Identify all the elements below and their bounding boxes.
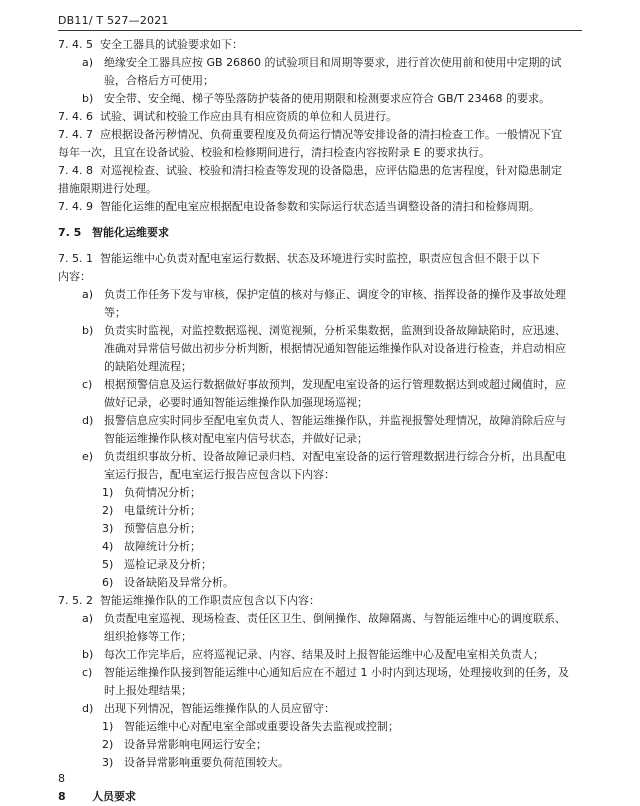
list-item-c: [58, 664, 582, 682]
sub-list-marker: 2): [102, 738, 114, 751]
list-text: 绝缘安全工器具应按 GB 26860 的试验项目和周期等要求，进行首次使用前和使用中定期的试: [104, 56, 562, 69]
list-text: 智能运维操作队接到智能运维中心通知后应在不超过 1 小时内到达现场，处理接收到的任务，及: [104, 666, 569, 679]
clause-text: 智能运维操作队的工作职责应包含以下内容：: [100, 594, 320, 607]
list-text: 负责配电室巡视、现场检查、责任区卫生、倒闸操作、故障隔离、与智能运维中心的调度联系、: [104, 612, 566, 625]
sub-list-text: 故障统计分析；: [124, 540, 201, 553]
list-text: 负责组织事故分析、设备故障记录归档、对配电室设备的运行管理数据进行综合分析，出具配电: [104, 450, 566, 463]
list-item-a: [58, 610, 582, 628]
sub-list-marker: 2): [102, 504, 114, 517]
list-text: 负责实时监视，对监控数据巡视、浏览视频，分析采集数据，监测到设备故障缺陷时，应迅速、: [104, 324, 566, 337]
list-item-continuation: 准确对异常信号做出初步分析判断，根据情况通知智能运维操作队对设备进行检查，并启动相应: [104, 342, 566, 355]
page-number: 8: [58, 772, 65, 785]
sub-list-item-2: [58, 502, 582, 520]
list-marker: b): [82, 648, 94, 661]
list-item-c: [58, 376, 582, 394]
list-item-a: [58, 54, 582, 72]
list-item-b: [58, 90, 582, 108]
spacer: [58, 242, 582, 250]
list-item-b: [58, 646, 582, 664]
sub-list-marker: 5): [102, 558, 114, 571]
list-marker: e): [82, 450, 94, 463]
list-marker: a): [82, 56, 94, 69]
sub-list-item-4: [58, 538, 582, 556]
sub-list-item-6: [58, 574, 582, 592]
clause-number: 7. 4. 8: [58, 164, 93, 177]
sub-list-marker: 3): [102, 522, 114, 535]
sub-list-text: 设备异常影响电网运行安全；: [124, 738, 267, 751]
sub-list-item-2: [58, 736, 582, 754]
clause-number: 7. 5. 2: [58, 594, 93, 607]
sub-list-text: 巡检记录及分析；: [124, 558, 212, 571]
list-marker: c): [82, 666, 93, 679]
sub-list-marker: 1): [102, 486, 114, 499]
clause-continuation: 内容：: [58, 270, 91, 283]
list-marker: d): [82, 414, 94, 427]
list-text: 负责工作任务下发与审核，保护定值的核对与修正、调度令的审核、指挥设备的操作及事故处理: [104, 288, 566, 301]
list-text: 根据预警信息及运行数据做好事故预判，发现配电室设备的运行管理数据达到或超过阈值时，应: [104, 378, 566, 391]
list-text: 出现下列情况，智能运维操作队的人员应留守：: [104, 702, 335, 715]
clause-7-4-7: [58, 126, 582, 144]
spacer: [58, 216, 582, 224]
sub-list-item-3: [58, 520, 582, 538]
list-marker: d): [82, 702, 94, 715]
list-item-d: [58, 412, 582, 430]
header-rule: [58, 30, 582, 31]
clause-continuation: 每年一次，且宜在设备试验、校验和检修期间进行，清扫检查内容按附录 E 的要求执行。: [58, 146, 490, 159]
clause-continuation: 措施限期进行处理。: [58, 182, 157, 195]
sub-list-marker: 6): [102, 576, 114, 589]
list-marker: c): [82, 378, 93, 391]
section-title: 智能化运维要求: [92, 226, 169, 239]
list-item-continuation: 时上报处理结果；: [104, 684, 192, 697]
list-marker: a): [82, 612, 94, 625]
clause-7-4-6: [58, 108, 582, 126]
list-item-continuation: 组织抢修等工作；: [104, 630, 192, 643]
clause-text: 智能运维中心负责对配电室运行数据、状态及环境进行实时监控，职责应包含但不限于以下: [100, 252, 540, 265]
list-item-continuation: 的缺陷处理流程；: [104, 360, 192, 373]
list-marker: b): [82, 324, 94, 337]
list-item-continuation: 智能运维操作队核对配电室内信号状态，并做好记录；: [104, 432, 368, 445]
clause-text: 安全工器具的试验要求如下：: [100, 38, 243, 51]
clause-7-5-1: [58, 250, 582, 268]
clause-text: 应根据设备污秽情况、负荷重要程度及负荷运行情况等安排设备的清扫检查工作。一般情况下宜: [100, 128, 562, 141]
spacer: [58, 772, 582, 788]
list-text: 安全带、安全绳、梯子等坠落防护装备的使用期限和检测要求应符合 GB/T 23468 的要求。: [104, 92, 550, 105]
list-marker: b): [82, 92, 94, 105]
clause-7-4-9: [58, 198, 582, 216]
section-heading-7-5: [58, 224, 582, 242]
sub-list-item-1: [58, 484, 582, 502]
section-number: 7. 5: [58, 226, 82, 239]
section-number: 8: [58, 790, 66, 803]
sub-list-text: 电量统计分析；: [124, 504, 201, 517]
list-marker: a): [82, 288, 94, 301]
list-item-b: [58, 322, 582, 340]
document-id-header: DB11/ T 527—2021: [58, 14, 169, 27]
sub-list-text: 设备异常影响重要负荷范围较大。: [124, 756, 289, 769]
list-item-d: [58, 700, 582, 718]
sub-list-marker: 3): [102, 756, 114, 769]
clause-number: 7. 4. 5: [58, 38, 93, 51]
clause-number: 7. 5. 1: [58, 252, 93, 265]
section-heading-8: [58, 788, 582, 806]
list-item-continuation: 验，合格后方可使用；: [104, 74, 214, 87]
sub-list-text: 智能运维中心对配电室全部或重要设备失去监视或控制；: [124, 720, 399, 733]
sub-list-text: 设备缺陷及异常分析。: [124, 576, 234, 589]
list-item-continuation: 等；: [104, 306, 126, 319]
list-item-e: [58, 448, 582, 466]
clause-text: 智能化运维的配电室应根据配电设备参数和实际运行状态适当调整设备的清扫和检修周期。: [100, 200, 540, 213]
clause-text: 对巡视检查、试验、校验和清扫检查等发现的设备隐患，应评估隐患的危害程度，针对隐患制定: [100, 164, 562, 177]
sub-list-item-5: [58, 556, 582, 574]
list-item-continuation: 做好记录，必要时通知智能运维操作队加强现场巡视；: [104, 396, 368, 409]
section-title: 人员要求: [92, 790, 136, 803]
sub-list-item-3: [58, 754, 582, 772]
clause-7-5-2: [58, 592, 582, 610]
clause-text: 试验、调试和校验工作应由具有相应资质的单位和人员进行。: [100, 110, 397, 123]
clause-number: 7. 4. 7: [58, 128, 93, 141]
list-text: 报警信息应实时同步至配电室负责人、智能运维操作队，并监视报警处理情况，故障消除后应与: [104, 414, 566, 427]
list-item-a: [58, 286, 582, 304]
sub-list-marker: 1): [102, 720, 114, 733]
document-body: [58, 36, 582, 806]
sub-list-item-1: [58, 718, 582, 736]
list-item-continuation: 室运行报告，配电室运行报告应包含以下内容：: [104, 468, 335, 481]
sub-list-text: 预警信息分析；: [124, 522, 201, 535]
clause-number: 7. 4. 6: [58, 110, 93, 123]
sub-list-text: 负荷情况分析；: [124, 486, 201, 499]
sub-list-marker: 4): [102, 540, 114, 553]
clause-number: 7. 4. 9: [58, 200, 93, 213]
list-text: 每次工作完毕后，应将巡视记录、内容、结果及时上报智能运维中心及配电室相关负责人；: [104, 648, 544, 661]
clause-7-4-5: [58, 36, 582, 54]
clause-7-4-8: [58, 162, 582, 180]
